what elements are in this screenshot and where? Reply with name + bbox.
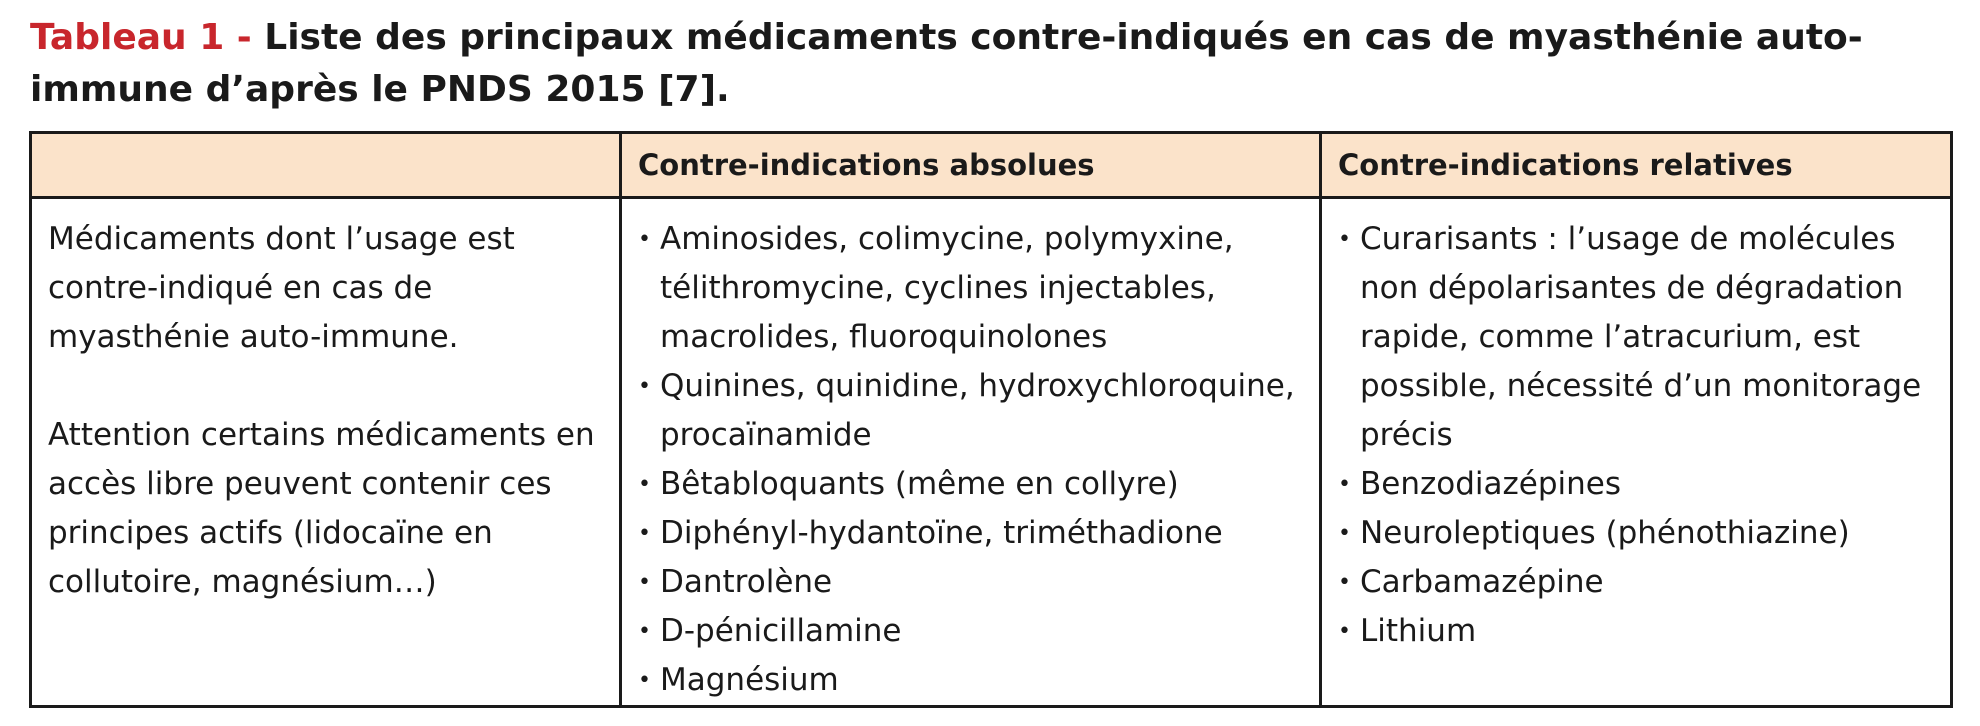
header-absolute: Contre-indications absolues bbox=[621, 133, 1321, 198]
header-description bbox=[31, 133, 621, 198]
table-row bbox=[31, 198, 1952, 707]
absolute-list bbox=[638, 215, 1303, 705]
list-item: • D-pénicillamine bbox=[638, 607, 1303, 656]
warning-paragraph: Attention certains médicaments en accès libre peuvent contenir ces principes actifs (lidocaïne en collutoire, magnésium…) bbox=[48, 417, 595, 600]
list-item: • Carbamazépine bbox=[1338, 558, 1934, 607]
table-caption bbox=[30, 12, 1950, 116]
header-relative: Contre-indications relatives bbox=[1321, 133, 1952, 198]
list-item: • Curarisants : l’usage de molécules non dépolarisantes de dégradation rapide, comme l’atracurium, est possible, nécessité d’un monitorage précis bbox=[1338, 215, 1934, 460]
list-item: • Quinines, quinidine, hydroxychloroquine, procaïnamide bbox=[638, 362, 1303, 460]
table-caption-text: Liste des principaux médicaments contre-indiqués en cas de myasthénie auto-immune d’après le PNDS 2015 [7]. bbox=[30, 17, 1863, 110]
description-paragraph: Médicaments dont l’usage est contre-indiqué en cas de myasthénie auto-immune. bbox=[48, 221, 515, 355]
paragraph-spacer bbox=[48, 362, 603, 411]
description-cell bbox=[31, 198, 621, 707]
contraindications-table bbox=[29, 131, 1953, 708]
list-item: • Lithium bbox=[1338, 607, 1934, 656]
list-item: • Magnésium bbox=[638, 656, 1303, 705]
list-item: • Dantrolène bbox=[638, 558, 1303, 607]
list-item: • Bêtabloquants (même en collyre) bbox=[638, 460, 1303, 509]
absolute-cell bbox=[621, 198, 1321, 707]
list-item: • Diphényl-hydantoïne, triméthadione bbox=[638, 509, 1303, 558]
header-row bbox=[31, 133, 1952, 198]
relative-cell bbox=[1321, 198, 1952, 707]
list-item: • Aminosides, colimycine, polymyxine, télithromycine, cyclines injectables, macrolides, fluoroquinolones bbox=[638, 215, 1303, 362]
table-number-label: Tableau 1 - bbox=[30, 17, 252, 58]
list-item: • Neuroleptiques (phénothiazine) bbox=[1338, 509, 1934, 558]
list-item: • Benzodiazépines bbox=[1338, 460, 1934, 509]
relative-list bbox=[1338, 215, 1934, 656]
